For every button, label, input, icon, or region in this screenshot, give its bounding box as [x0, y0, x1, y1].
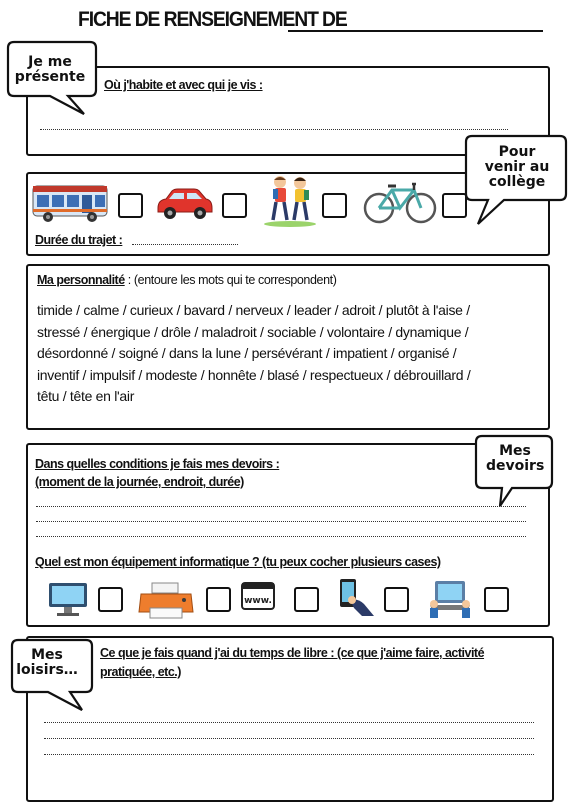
name-line[interactable]: [288, 30, 543, 32]
devoirs-line-1[interactable]: [36, 506, 526, 507]
bicycle-icon: [362, 180, 438, 224]
page-title: FICHE DE RENSEIGNEMENT DE: [78, 8, 347, 31]
address-line[interactable]: [40, 129, 508, 130]
trajet-line[interactable]: [132, 244, 238, 245]
printer-checkbox[interactable]: [206, 587, 231, 612]
bubble-je-me-presente-text: Je me présente: [14, 54, 86, 85]
bubble-mes-devoirs-text: Mes devoirs: [486, 443, 545, 474]
equipement-label: Quel est mon équipement informatique ? (tu peux cocher plusieurs cases): [35, 555, 441, 569]
internet-checkbox[interactable]: [294, 587, 319, 612]
personnalite-word-list[interactable]: [37, 300, 537, 408]
car-icon: [154, 186, 214, 220]
loisirs-line-3[interactable]: [44, 754, 534, 755]
word-line-5[interactable]: têtu / tête en l'air: [37, 388, 135, 404]
loisirs-label-1: Ce que je fais quand j'ai du temps de libre : (ce que j'aime faire, activité: [100, 646, 485, 660]
bus-checkbox[interactable]: [118, 193, 143, 218]
word-line-1[interactable]: timide / calme / curieux / bavard / nerveux / leader / adroit / plutôt à l'aise /: [37, 302, 470, 318]
svg-text:www.: www.: [244, 596, 272, 606]
desktop-computer-icon: [48, 582, 88, 618]
internet-www-icon: [241, 582, 275, 612]
loisirs-line-1[interactable]: [44, 722, 534, 723]
printer-icon: [138, 582, 194, 620]
laptop-icon: [428, 580, 472, 618]
loisirs-label-2: pratiquée, etc.): [100, 665, 181, 679]
personnalite-label: Ma personnalité: [37, 273, 125, 287]
word-line-2[interactable]: stressé / énergique / drôle / maladroit / sociable / volontaire / dynamique /: [37, 323, 469, 340]
devoirs-line-3[interactable]: [36, 536, 526, 537]
smartphone-checkbox[interactable]: [384, 587, 409, 612]
smartphone-icon: [336, 578, 378, 618]
trajet-label: Durée du trajet :: [35, 233, 123, 247]
personnalite-hint: : (entoure les mots qui te correspondent): [124, 273, 337, 287]
walking-checkbox[interactable]: [322, 193, 347, 218]
bubble-pour-venir-text: Pour venir au collège: [484, 144, 550, 190]
desktop-checkbox[interactable]: [98, 587, 123, 612]
personnalite-heading: [37, 273, 336, 287]
devoirs-line-2[interactable]: [36, 521, 526, 522]
devoirs-label-2: (moment de la journée, endroit, durée): [35, 475, 244, 489]
address-label: Où j'habite et avec qui je vis :: [104, 78, 263, 92]
loisirs-line-2[interactable]: [44, 738, 534, 739]
bubble-mes-loisirs-text: Mes loisirs…: [16, 647, 78, 678]
devoirs-label-1: Dans quelles conditions je fais mes devoirs :: [35, 457, 280, 471]
bus-icon: [32, 183, 110, 223]
laptop-checkbox[interactable]: [484, 587, 509, 612]
car-checkbox[interactable]: [222, 193, 247, 218]
word-line-3[interactable]: désordonné / soigné / dans la lune / persévérant / impatient / organisé /: [37, 345, 457, 361]
word-line-4[interactable]: inventif / impulsif / modeste / honnête / blasé / respectueux / débrouillard /: [37, 366, 471, 383]
walking-children-icon: [262, 174, 318, 228]
section-loisirs: [26, 636, 554, 802]
